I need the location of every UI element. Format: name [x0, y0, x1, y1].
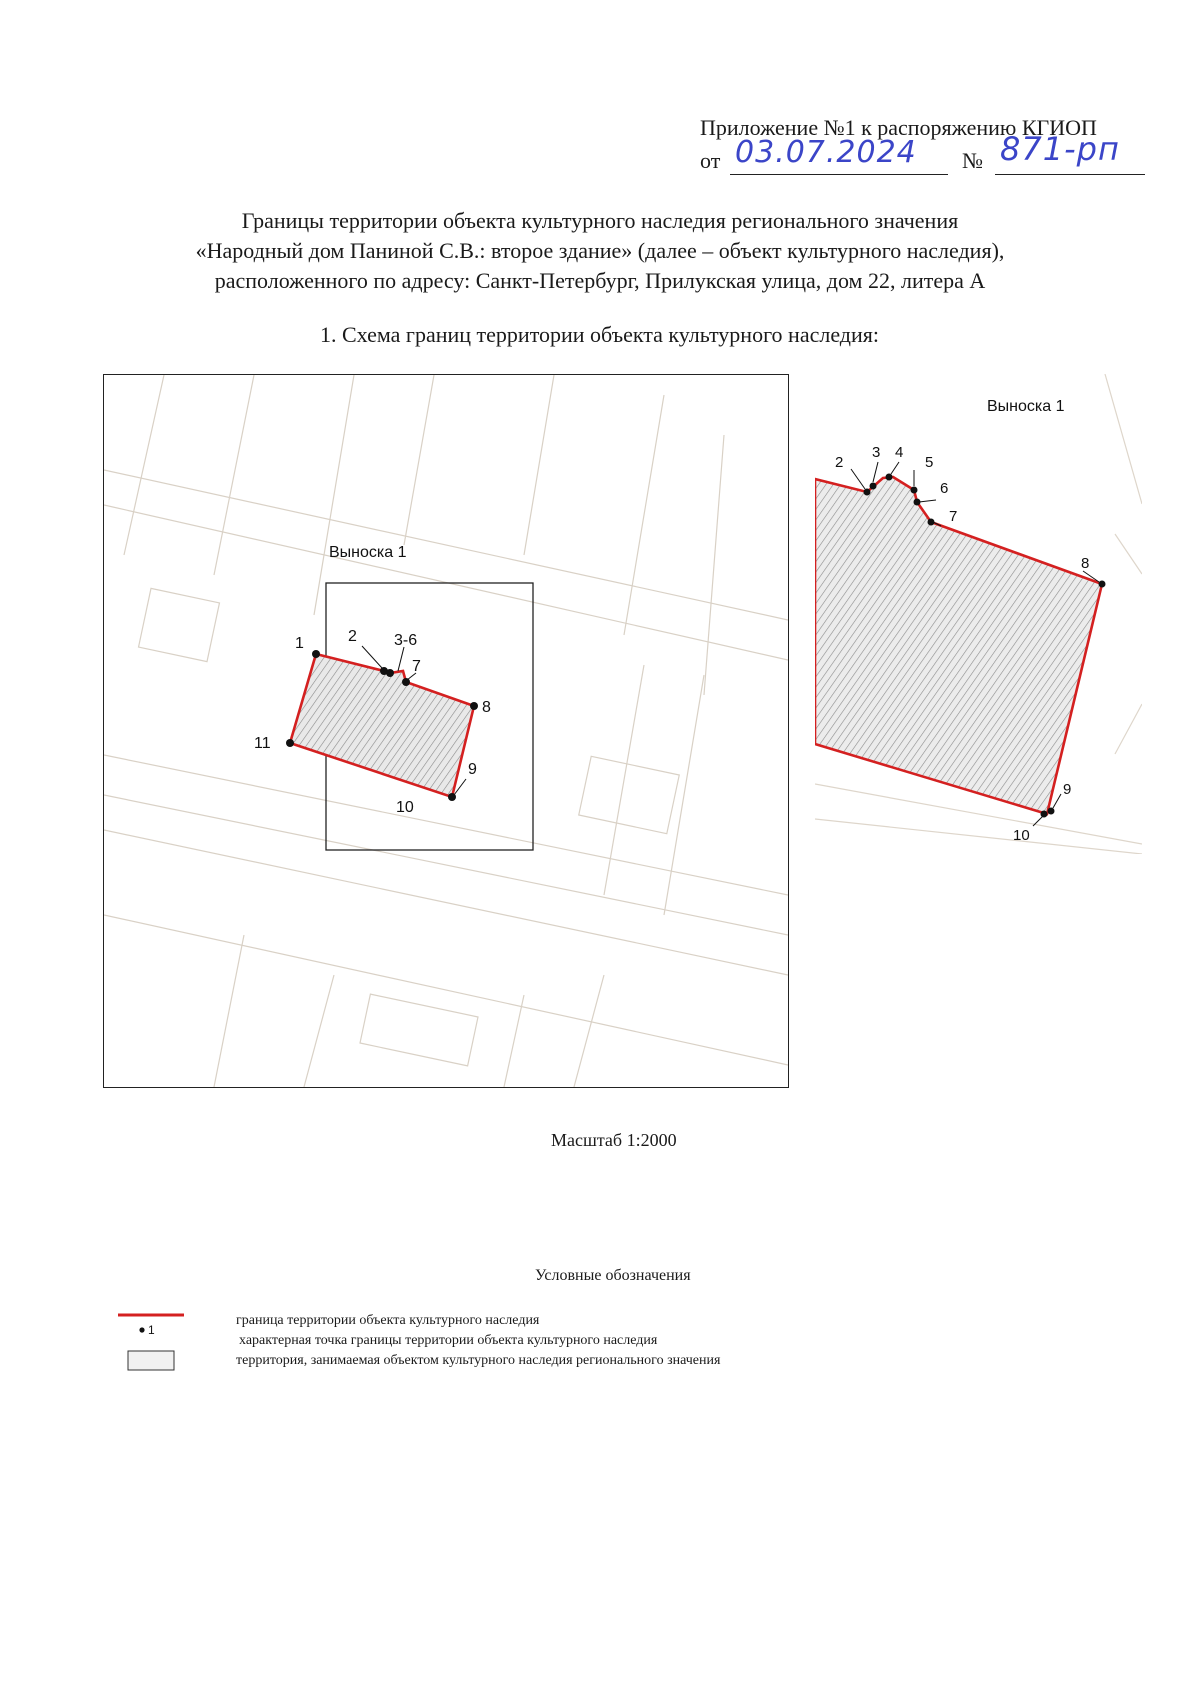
- number-label: №: [962, 148, 983, 173]
- point-label-8: 8: [482, 699, 491, 716]
- callout-label: Выноска 1: [329, 544, 407, 561]
- inset-point-5: [911, 487, 918, 494]
- legend-items: [236, 1311, 720, 1371]
- legend-symbols: [118, 1310, 188, 1372]
- inset-label-4: 4: [895, 444, 904, 461]
- inset-point-8: [1099, 581, 1106, 588]
- legend-item-point: характерная точка границы территории объекта культурного наследия: [239, 1333, 658, 1348]
- legend-item-territory: территория, занимаемая объектом культурного наследия регионального значения: [236, 1353, 721, 1368]
- legend-point-symbol: [139, 1327, 144, 1332]
- document-title: [0, 206, 1200, 296]
- point-label-9: 9: [468, 761, 477, 778]
- legend-item-boundary: граница территории объекта культурного наследия: [236, 1313, 540, 1328]
- boundary-point-11: [286, 739, 294, 747]
- legend-title: Условные обозначения: [535, 1267, 691, 1284]
- from-label: от: [700, 148, 721, 173]
- inset-point-3: [870, 483, 877, 490]
- inset-point-10: [1041, 811, 1048, 818]
- inset-map-svg: [815, 374, 1142, 854]
- legend-territory-swatch: [128, 1351, 174, 1370]
- section-heading: 1. Схема границ территории объекта культурного наследия:: [320, 322, 880, 347]
- inset-point-4: [886, 474, 893, 481]
- inset-label-2: 2: [835, 454, 844, 471]
- order-number: 871-рп: [1000, 130, 1120, 168]
- main-map: [103, 374, 789, 1088]
- inset-map: [815, 374, 1142, 854]
- boundary-point-3-6: [386, 669, 394, 677]
- title-line-3: расположенного по адресу: Санкт-Петербург, Прилукская улица, дом 22, литера А: [214, 268, 986, 293]
- inset-point-2: [864, 489, 871, 496]
- inset-point-9: [1048, 808, 1055, 815]
- order-ref: [700, 130, 1160, 182]
- inset-label-3: 3: [872, 444, 881, 461]
- boundary-point-8: [470, 702, 478, 710]
- order-date: 03.07.2024: [735, 135, 917, 170]
- inset-label-5: 5: [925, 454, 934, 471]
- point-label-7: 7: [412, 658, 421, 675]
- title-line-1: Границы территории объекта культурного наследия регионального значения: [241, 208, 959, 233]
- point-label-2: 2: [348, 628, 357, 645]
- appendix-title: Приложение №1 к распоряжению КГИОП: [700, 115, 1097, 140]
- inset-title: Выноска 1: [987, 398, 1065, 415]
- inset-label-10: 10: [1013, 827, 1030, 844]
- number-underline: [995, 174, 1145, 175]
- inset-label-6: 6: [940, 480, 949, 497]
- legend-point-number: 1: [148, 1323, 155, 1337]
- point-label-1: 1: [295, 635, 304, 652]
- main-map-svg: [104, 375, 788, 1087]
- legend-symbols-svg: [118, 1310, 188, 1372]
- inset-territory-boundary: [815, 477, 1102, 814]
- date-underline: [730, 174, 948, 175]
- title-line-2: «Народный дом Паниной С.В.: второе здание» (далее – объект культурного наследия),: [195, 238, 1005, 263]
- point-label-11: 11: [254, 735, 271, 752]
- boundary-point-1: [312, 650, 320, 658]
- point-label-3-6: 3-6: [394, 632, 418, 649]
- inset-label-9: 9: [1063, 781, 1072, 798]
- object-territory-boundary: [290, 654, 474, 797]
- inset-label-7: 7: [949, 508, 958, 525]
- point-label-10: 10: [396, 799, 414, 816]
- map-scale: Масштаб 1:2000: [551, 1130, 677, 1150]
- inset-label-8: 8: [1081, 555, 1090, 572]
